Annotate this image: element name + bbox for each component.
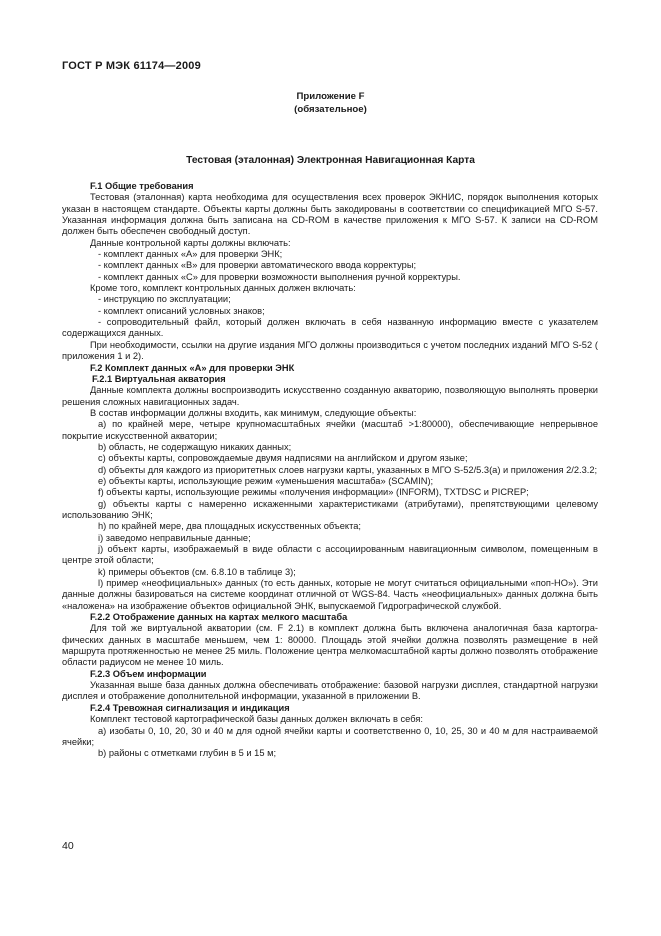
list-item: - комплект описаний условных знаков; [98,305,265,316]
paragraph: В состав информации должны входить, как минимум, следующие объекты: [90,407,417,418]
list-item: b) районы с отметками глубин в 5 и 15 м; [98,748,277,759]
list-item: - инструкцию по эксплуатации; [98,294,231,305]
list-item: - комплект данных «С» для проверки возможности выполнения ручной корректуры. [98,271,461,282]
list-item: g) объекты карты с намеренно искаженными характеристиками (атрибутами), препятствующими целевому использованию ЭНК; [62,498,598,520]
paragraph: При необходимости, ссылки на другие издания МГО должны производиться с учетом последних изданий МГО S-52 ( приложения 1 и 2). [62,339,598,362]
paragraph: Комплект тестовой картографической базы данных должен включать в себя: [90,714,423,725]
paragraph: Данные контрольной карты должны включать: [90,237,291,248]
section-heading-f1: F.1 Общие требования [90,181,194,191]
list-item: а) изобаты 0, 10, 20, 30 и 40 м для одной ячейки карты и соответственно 0, 10, 25, 30 и 40 м для настраиваемой ячейки; [62,725,598,747]
section-heading-f22: F.2.2 Отображение данных на картах мелкого масштаба [90,612,348,623]
page-number: 40 [62,840,74,852]
list-item: k) примеры объектов (см. 6.8.10 в таблице 3); [98,566,296,577]
page-title: Тестовая (эталонная) Электронная Навигационная Карта [186,155,475,166]
list-item: j) объект карты, изображаемый в виде области с ассоциированным навигационным символом, помещенным в центре этой области; [62,544,598,566]
list-item: с) объекты карты, сопровождаемые двумя надписями на английском и другом языке; [98,453,468,464]
list-item: - комплект данных «В» для проверки автоматического ввода корректуры; [98,260,417,271]
paragraph: Указанная выше база данных должна обеспечивать отображение: базовой нагрузки дисплея, стандартной нагрузки дисплея и отображение дополнительной информации, указанной в приложении В. [62,680,598,702]
paragraph: Для той же виртуальной акватории (см. F 2.1) в комплект должна быть включена аналогичная база картографических данных в масштабе меньшем, чем 1: 80000. Площадь этой ячейки должна позволять размещение в ней маршрута протяженностью не менее 25 миль. Положение центра мелкомасштабной карты должно позволять отображение области радиусом не менее 10 миль. [62,623,598,668]
list-item: е) объекты карты, использующие режим «уменьшения масштаба» (SCAMIN); [98,475,434,486]
section-heading-f24: F.2.4 Тревожная сигнализация и индикация [90,702,290,713]
list-item: а) по крайней мере, четыре крупномасштабных ячейки (масштаб >1:80000), обеспечивающие непрерывное покрытие искусственной акватории; [62,419,598,441]
list-item: i) заведомо неправильные данные; [98,532,251,543]
appendix-label: Приложение F [296,91,365,102]
list-item: h) по крайней мере, два площадных искусственных объекта; [98,521,361,532]
document-body [62,181,598,760]
section-heading-f2: F.2 Комплект данных «А» для проверки ЭНК [90,362,295,373]
paragraph: Тестовая (эталонная) карта необходима для осуществления всех проверок ЭКНИС, порядок выполнения которых указан в настоящем стандарте. Объекты карты должны быть закодированы в соответствии со спецификацией МГО S-57. Указанная информация должна быть записана на CD-ROM в качестве приложения к МГО S-57. К записи на CD-ROM должен быть обеспечен свободный доступ. [62,192,598,237]
appendix-status: (обязательное) [294,104,367,115]
paragraph: Кроме того, комплект контрольных данных должен включать: [90,283,356,294]
list-item: l) пример «неофициальных» данных (то есть данных, которые не могут считаться официальными «поп-НО»). Эти данные должны базироваться на системе координат отличной от WGS-84. Часть «неофициальных» данных должна быть «наложена» на изображение объектов официальной ЭНК, выпускаемой Гидрографической службой. [62,578,598,611]
section-heading-f23: F.2.3 Объем информации [90,668,207,679]
list-item: - сопроводительный файл, который должен включать в себя названную информацию вместе с указателем содержащихся данных. [62,317,598,339]
list-item: b) область, не содержащую никаких данных; [98,441,292,452]
list-item: f) объекты карты, использующие режимы «получения информации» (INFORM), TXTDSC и PICREP; [98,487,529,498]
list-item: - комплект данных «А» для проверки ЭНК; [98,249,283,260]
paragraph: Данные комплекта должны воспроизводить искусственно созданную акваторию, позволяющую выполнять проверки решения сложных навигационных задач. [62,385,598,407]
document-header: ГОСТ Р МЭК 61174—2009 [62,60,201,72]
list-item: d) объекты для каждого из приоритетных слоев нагрузки карты, указанных в МГО S-52/5.3(a) и приложения 2/2.3.2; [98,464,598,475]
section-heading-f21: F.2.1 Виртуальная акватория [92,373,226,384]
